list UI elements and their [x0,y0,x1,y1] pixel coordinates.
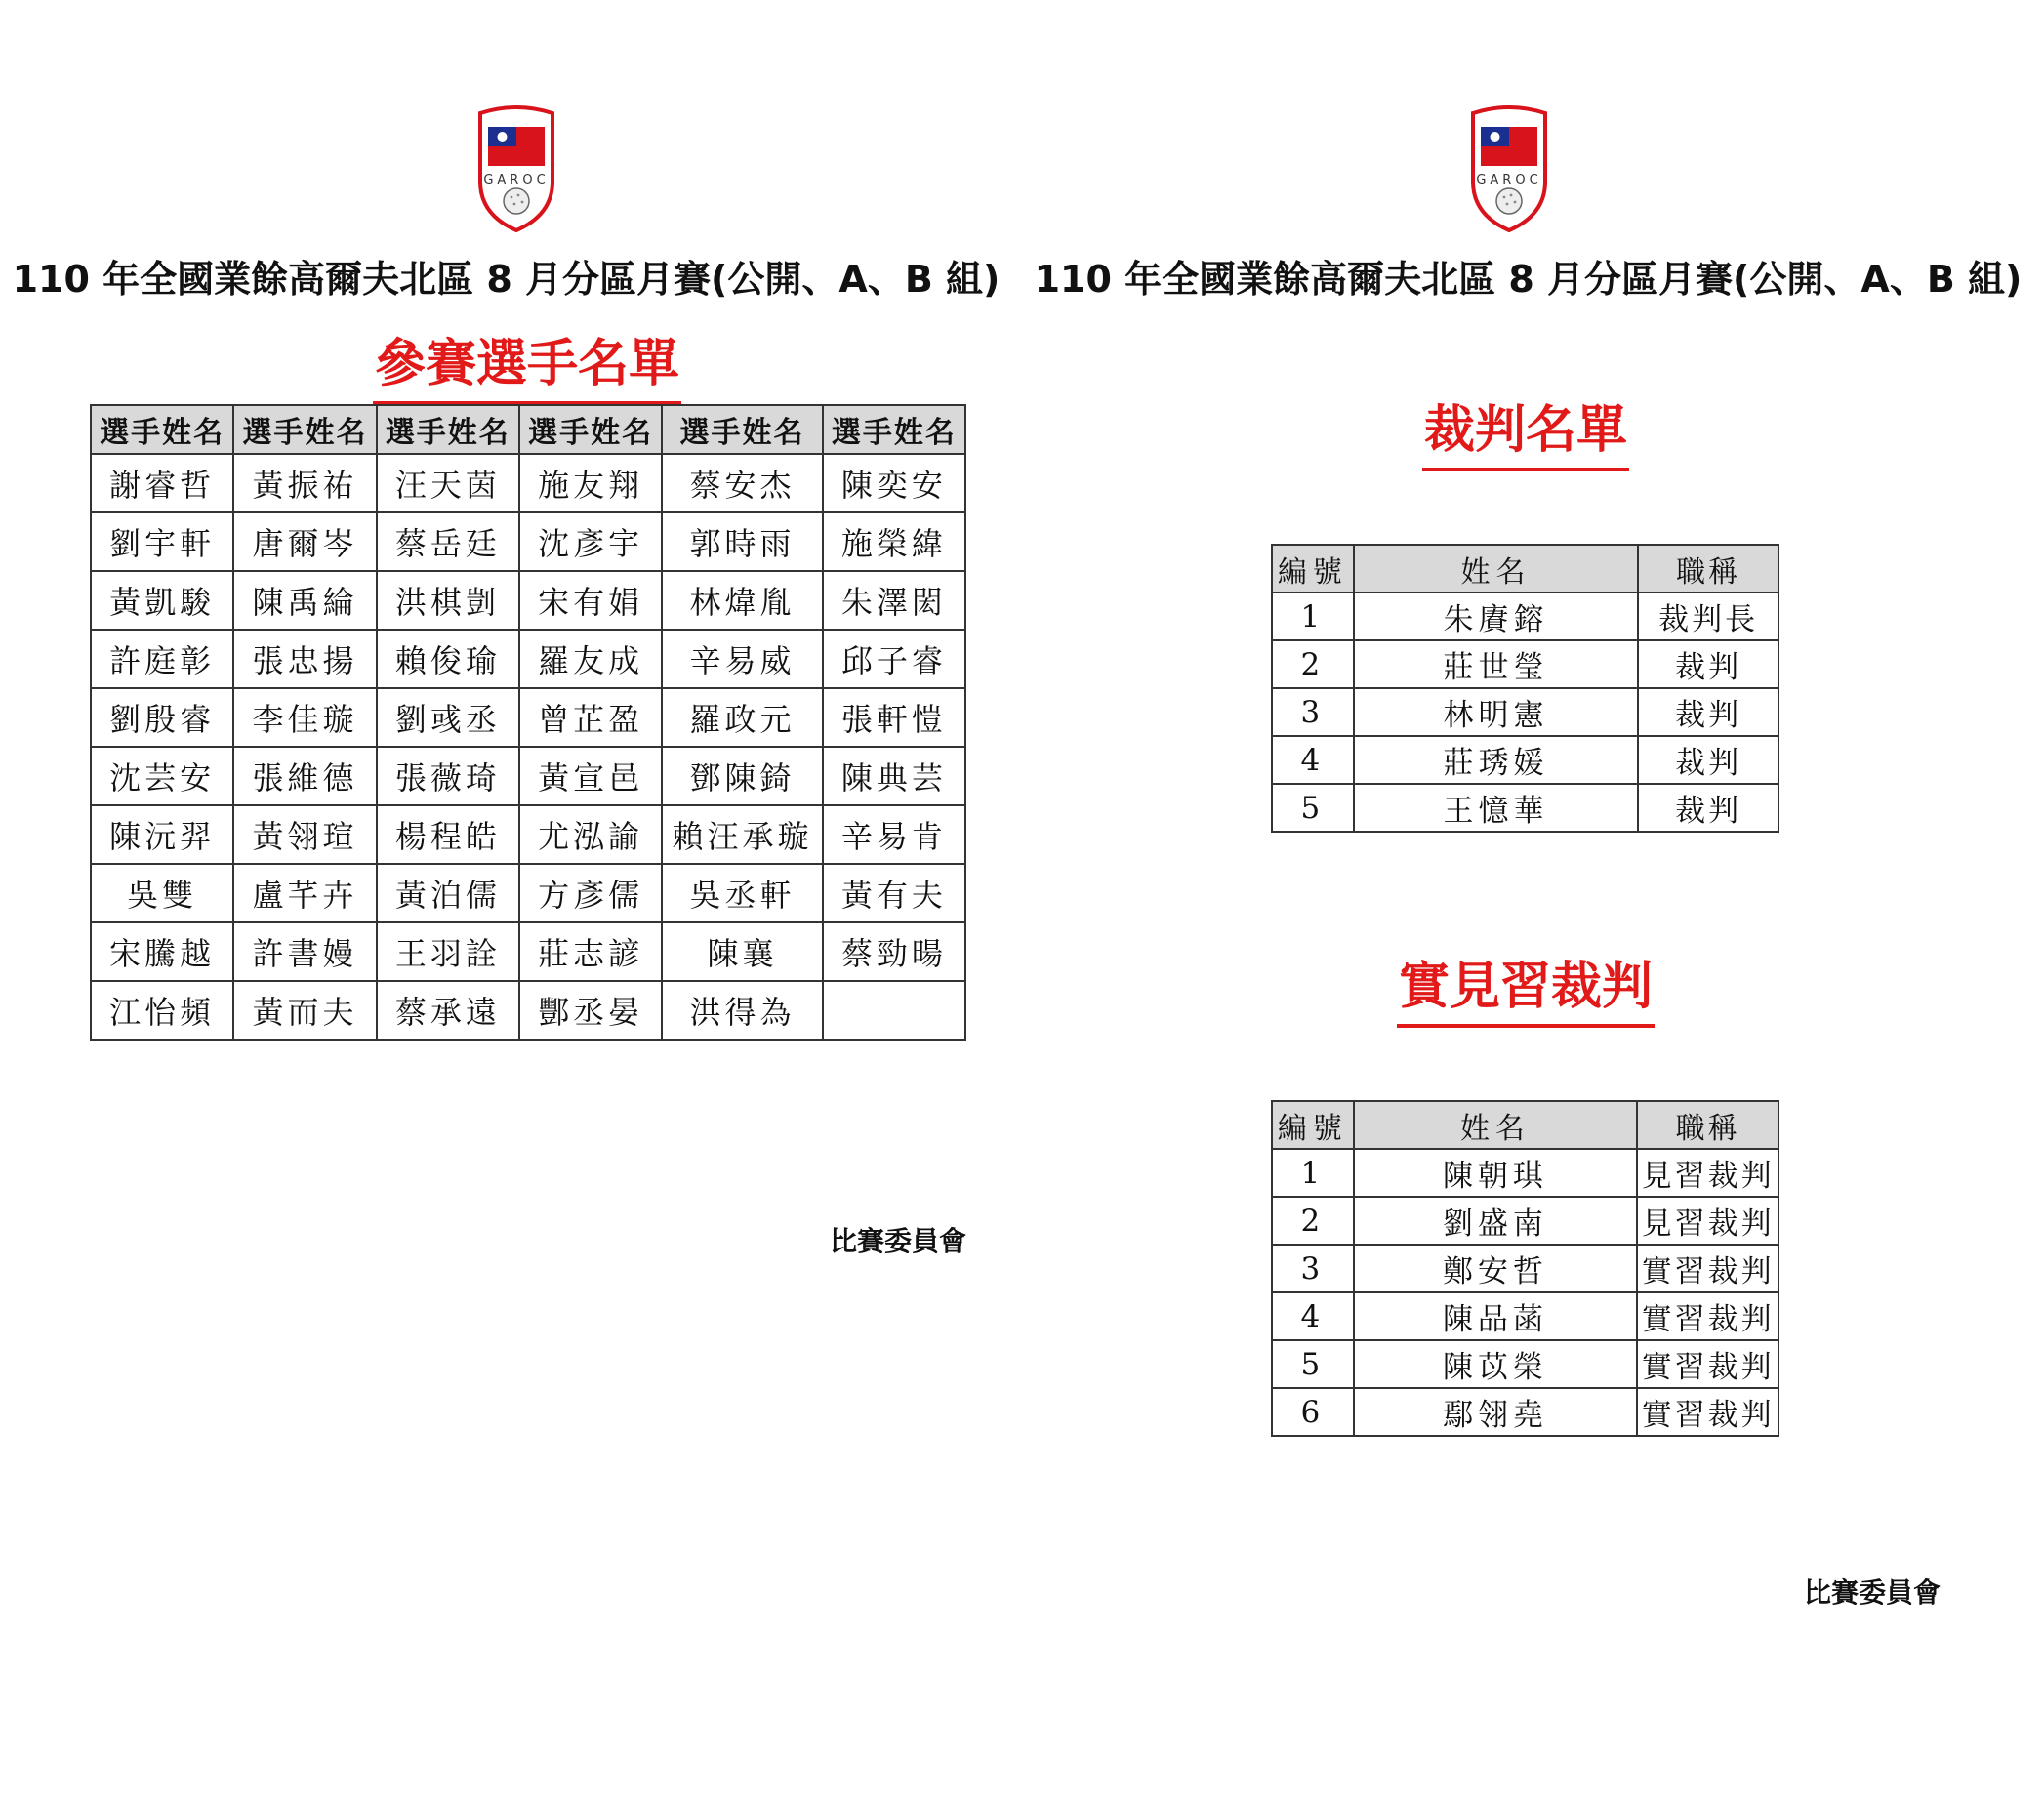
garoc-logo [472,105,560,232]
table-cell: 張軒愷 [823,688,965,747]
table-cell: 黃翎瑄 [233,805,376,864]
table-cell: 蔡承遠 [377,981,519,1040]
table-row [1272,736,1778,784]
table-row [1272,688,1778,736]
table-row [1272,593,1778,640]
table-cell: 楊程皓 [377,805,519,864]
trainee-referees-table [1271,1100,1779,1437]
table-cell: 實習裁判 [1637,1292,1778,1340]
table-cell: 陳典芸 [823,747,965,805]
table-cell: 宋騰越 [91,922,233,981]
table-cell: 陳朝琪 [1354,1149,1638,1197]
table-cell: 1 [1272,1149,1354,1197]
table-cell: 劉殷睿 [91,688,233,747]
table-cell: 見習裁判 [1637,1149,1778,1197]
table-cell: 裁判 [1638,640,1778,688]
right-page [1022,0,2044,1800]
table-cell: 6 [1272,1388,1354,1436]
table-row [1272,1388,1778,1436]
table-cell: 陳品菡 [1354,1292,1638,1340]
table-cell: 謝睿哲 [91,454,233,512]
table-cell: 李佳璇 [233,688,376,747]
table-cell: 尤泓諭 [519,805,662,864]
table-cell: 裁判 [1638,784,1778,832]
table-cell: 張忠揚 [233,630,376,688]
table-cell: 黃泊儒 [377,864,519,922]
table-cell [823,981,965,1040]
table-cell: 實習裁判 [1637,1245,1778,1292]
column-header: 選手姓名 [377,405,519,454]
table-cell: 洪得為 [662,981,822,1040]
referees-heading [1022,389,2029,471]
table-cell: 實習裁判 [1637,1340,1778,1388]
table-cell: 辛易威 [662,630,822,688]
table-row [1272,640,1778,688]
table-cell: 4 [1272,736,1354,784]
trainee-header-row [1272,1101,1778,1149]
table-cell: 沈芸安 [91,747,233,805]
table-cell: 5 [1272,784,1354,832]
table-cell: 裁判 [1638,736,1778,784]
table-row [91,454,965,512]
table-cell: 羅友成 [519,630,662,688]
table-cell: 裁判 [1638,688,1778,736]
logo-text: GAROC [1476,173,1542,187]
table-cell: 陳禹綸 [233,571,376,630]
table-cell: 邱子睿 [823,630,965,688]
trainee-referees-body [1272,1149,1778,1436]
table-cell: 實習裁判 [1637,1388,1778,1436]
table-row [1272,1245,1778,1292]
table-cell: 陳奕安 [823,454,965,512]
referees-table [1271,544,1779,833]
referees-body [1272,593,1778,832]
table-cell: 張維德 [233,747,376,805]
referees-header-row [1272,545,1778,593]
table-row [91,571,965,630]
table-cell: 宋有娟 [519,571,662,630]
table-row [91,630,965,688]
document-title: 110 年全國業餘高爾夫北區 8 月分區月賽(公開、A、B 組) [1034,258,2023,301]
logo-text: GAROC [483,173,550,187]
column-header: 選手姓名 [519,405,662,454]
table-cell: 賴汪承璇 [662,805,822,864]
column-header: 職稱 [1638,545,1778,593]
table-cell: 黃宣邑 [519,747,662,805]
table-cell: 2 [1272,640,1354,688]
column-header: 職稱 [1637,1101,1778,1149]
table-cell: 朱賡鎔 [1354,593,1639,640]
table-cell: 蔡安杰 [662,454,822,512]
table-cell: 酆丞晏 [519,981,662,1040]
players-heading-text: 參賽選手名單 [373,322,681,405]
column-header: 姓名 [1354,545,1639,593]
table-cell: 王憶華 [1354,784,1639,832]
table-cell: 汪天茵 [377,454,519,512]
table-cell: 辛易肯 [823,805,965,864]
table-cell: 朱澤閎 [823,571,965,630]
table-cell: 黃而夫 [233,981,376,1040]
table-row [91,981,965,1040]
table-cell: 張薇琦 [377,747,519,805]
table-cell: 王羽詮 [377,922,519,981]
table-cell: 施友翔 [519,454,662,512]
referees-heading-text: 裁判名單 [1422,389,1629,471]
table-row [91,922,965,981]
column-header: 選手姓名 [91,405,233,454]
table-cell: 沈彥宇 [519,512,662,571]
table-cell: 盧芊卉 [233,864,376,922]
table-cell: 莊琇媛 [1354,736,1639,784]
table-cell: 吳丞軒 [662,864,822,922]
table-cell: 陳沅羿 [91,805,233,864]
column-header: 選手姓名 [233,405,376,454]
table-cell: 唐爾岑 [233,512,376,571]
table-cell: 4 [1272,1292,1354,1340]
table-cell: 吳雙 [91,864,233,922]
table-cell: 裁判長 [1638,593,1778,640]
table-cell: 3 [1272,688,1354,736]
table-cell: 黃振祐 [233,454,376,512]
column-header: 編號 [1272,545,1354,593]
column-header: 編號 [1272,1101,1354,1149]
table-cell: 曾芷盈 [519,688,662,747]
table-cell: 莊世瑩 [1354,640,1639,688]
trainee-referees-heading-text: 實見習裁判 [1397,945,1655,1028]
table-cell: 蔡岳廷 [377,512,519,571]
table-cell: 黃有夫 [823,864,965,922]
table-row [1272,1292,1778,1340]
table-cell: 洪棋剴 [377,571,519,630]
table-cell: 林煒胤 [662,571,822,630]
table-cell: 見習裁判 [1637,1197,1778,1245]
table-cell: 林明憲 [1354,688,1639,736]
table-cell: 劉宇軒 [91,512,233,571]
players-table [90,404,966,1041]
table-cell: 江怡頻 [91,981,233,1040]
table-row [91,688,965,747]
table-cell: 方彥儒 [519,864,662,922]
players-header-row [91,405,965,454]
table-cell: 施榮緯 [823,512,965,571]
table-cell: 黃凱駿 [91,571,233,630]
committee-signature: 比賽委員會 [830,1225,967,1257]
table-cell: 陳襄 [662,922,822,981]
players-heading [0,322,1054,405]
table-cell: 許書嫚 [233,922,376,981]
column-header: 選手姓名 [662,405,822,454]
table-row [91,805,965,864]
table-cell: 蔡勁暘 [823,922,965,981]
table-cell: 羅政元 [662,688,822,747]
table-row [1272,784,1778,832]
column-header: 姓名 [1354,1101,1638,1149]
table-cell: 劉彧丞 [377,688,519,747]
table-cell: 賴俊瑜 [377,630,519,688]
table-row [1272,1197,1778,1245]
table-row [1272,1340,1778,1388]
garoc-logo [1465,105,1553,232]
column-header: 選手姓名 [823,405,965,454]
trainee-referees-heading [1022,945,2029,1028]
table-cell: 5 [1272,1340,1354,1388]
table-row [91,747,965,805]
table-cell: 陳苡榮 [1354,1340,1638,1388]
table-cell: 郭時雨 [662,512,822,571]
table-cell: 許庭彰 [91,630,233,688]
table-row [91,864,965,922]
table-row [91,512,965,571]
table-cell: 莊志諺 [519,922,662,981]
table-cell: 鄧陳錡 [662,747,822,805]
table-row [1272,1149,1778,1197]
document-title: 110 年全國業餘高爾夫北區 8 月分區月賽(公開、A、B 組) [12,258,1001,301]
table-cell: 劉盛南 [1354,1197,1638,1245]
committee-signature: 比賽委員會 [1804,1576,1942,1609]
table-cell: 鄭安哲 [1354,1245,1638,1292]
table-cell: 3 [1272,1245,1354,1292]
table-cell: 1 [1272,593,1354,640]
players-body [91,454,965,1040]
table-cell: 2 [1272,1197,1354,1245]
table-cell: 鄢翎堯 [1354,1388,1638,1436]
